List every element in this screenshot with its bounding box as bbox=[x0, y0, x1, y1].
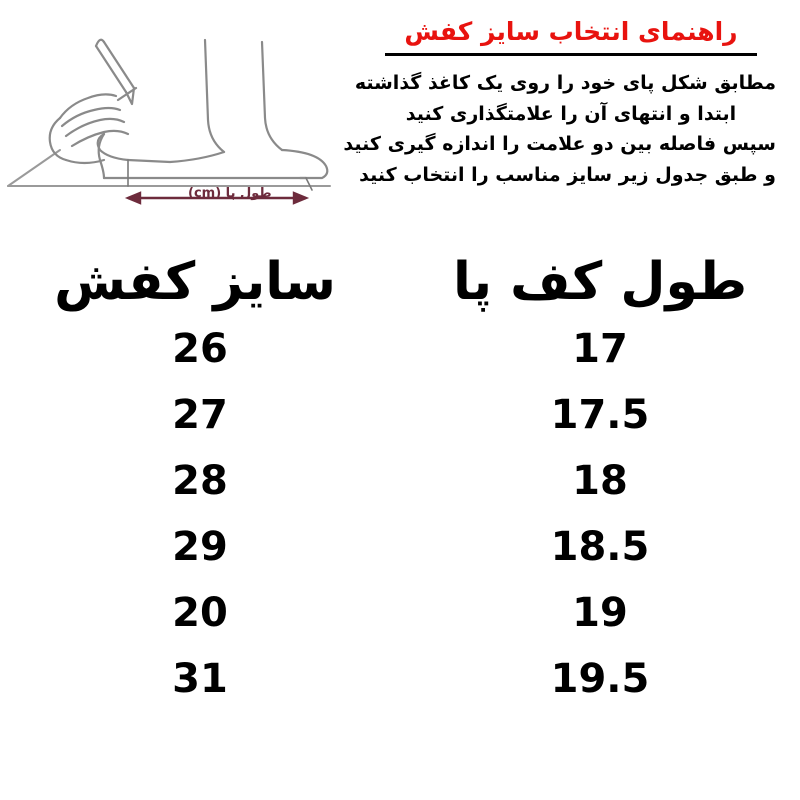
cell-foot-length: 17.5 bbox=[550, 392, 650, 438]
table-row bbox=[0, 321, 800, 387]
header-section bbox=[0, 0, 800, 232]
cell-shoe-size: 20 bbox=[172, 590, 228, 636]
foot-diagram-svg bbox=[0, 0, 360, 232]
cell-foot-length: 19.5 bbox=[550, 656, 650, 702]
cell-shoe-size: 29 bbox=[172, 524, 228, 570]
cell-foot-length: 18.5 bbox=[550, 524, 650, 570]
instruction-line-3: سپس فاصله بین دو علامت را اندازه گیری کنید bbox=[343, 133, 776, 156]
figure-caption: طول پا (cm) bbox=[188, 186, 272, 201]
table-row bbox=[0, 453, 800, 519]
instructions-block bbox=[343, 0, 800, 232]
cell-shoe-size: 26 bbox=[172, 326, 228, 372]
cell-foot-length: 18 bbox=[572, 458, 628, 504]
instructions-list bbox=[343, 68, 776, 191]
instruction-line-2: ابتدا و انتهای آن را علامتگذاری کنید bbox=[405, 102, 737, 125]
cell-foot-length: 19 bbox=[572, 590, 628, 636]
table-row bbox=[0, 519, 800, 585]
foot-measure-illustration bbox=[0, 0, 360, 232]
cell-shoe-size: 28 bbox=[172, 458, 228, 504]
table-row bbox=[0, 585, 800, 651]
instruction-line-4: و طبق جدول زیر سایز مناسب را انتخاب کنید bbox=[359, 164, 776, 187]
table-row bbox=[0, 387, 800, 453]
title-divider bbox=[385, 53, 757, 56]
size-table bbox=[0, 232, 800, 717]
cell-foot-length: 17 bbox=[572, 326, 628, 372]
column-header-foot-length: طول کف پا bbox=[452, 252, 748, 312]
table-row bbox=[0, 651, 800, 717]
page-title: راهنمای انتخاب سایز کفش bbox=[404, 17, 738, 46]
column-header-shoe-size: سایز کفش bbox=[54, 252, 336, 312]
table-header-row bbox=[0, 236, 800, 321]
cell-shoe-size: 31 bbox=[172, 656, 228, 702]
instruction-line-1: مطابق شکل پای خود را روی یک کاغذ گذاشته bbox=[354, 71, 776, 94]
cell-shoe-size: 27 bbox=[172, 392, 228, 438]
